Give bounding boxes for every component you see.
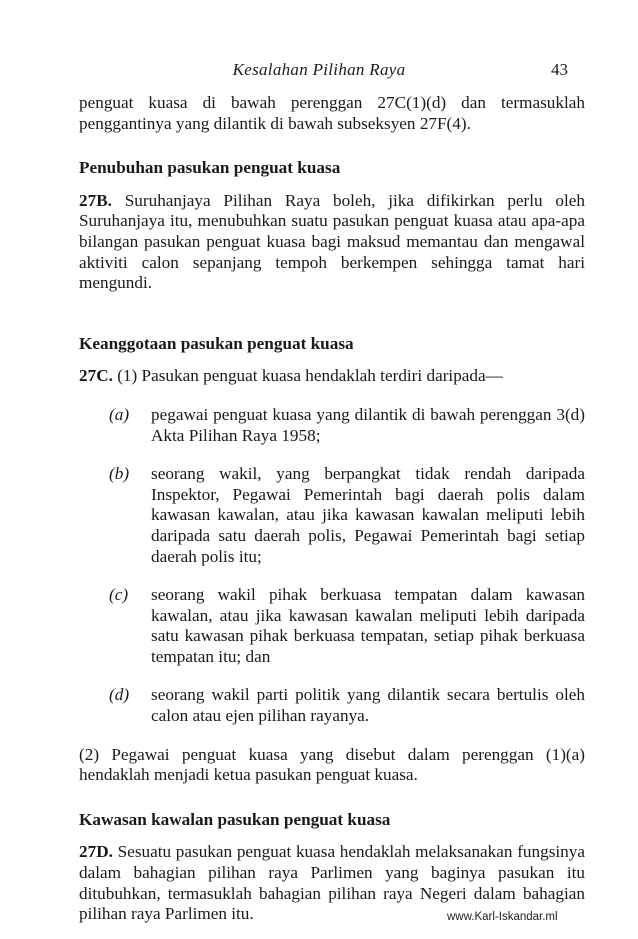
subsection-2: (2) Pegawai penguat kuasa yang disebut dalam perenggan (1)(a) hendaklah menjadi ketua pasukan penguat kuasa.	[79, 744, 585, 785]
list-item	[109, 405, 585, 446]
section-text: Suruhanjaya Pilihan Raya boleh, jika difikirkan perlu oleh Suruhanjaya itu, menubuhkan suatu pasukan penguat kuasa atau apa-apa bilangan pasukan penguat kuasa bagi maksud memantau dan mengawal aktiviti calon sepanjang tempoh berkempen sehingga tamat hari mengundi.	[79, 190, 586, 293]
page-number: 43	[551, 60, 568, 79]
section-title: Keanggotaan pasukan penguat kuasa	[79, 333, 354, 353]
intro-paragraph: penguat kuasa di bawah perenggan 27C(1)(d) dan termasuklah penggantinya yang dilantik di bawah subseksyen 27F(4).	[79, 93, 585, 133]
item-text: seorang wakil pihak berkuasa tempatan dalam kawasan kawalan, atau jika kawasan kawalan meliputi lebih daripada satu kawasan pihak berkuasa tempatan, setiap pihak berkuasa tempatan itu; dan	[151, 585, 585, 666]
footer-watermark: www.Karl-Iskandar.ml	[447, 911, 558, 923]
list-item	[109, 464, 585, 567]
list-item	[109, 685, 585, 726]
section-27b	[79, 158, 585, 294]
list-item	[109, 585, 585, 667]
page-header	[0, 60, 638, 82]
item-label: (b)	[109, 464, 130, 484]
item-list	[109, 405, 585, 727]
section-number: 27B.	[79, 190, 112, 210]
section-27c	[79, 334, 585, 786]
section-paragraph	[79, 191, 585, 294]
item-text: seorang wakil parti politik yang dilantik secara bertulis oleh calon atau ejen pilihan rayanya.	[151, 685, 585, 726]
item-text: seorang wakil, yang berpangkat tidak rendah daripada Inspektor, Pegawai Pemerintah bagi daerah polis dalam kawasan kawalan, atau jika kawasan kawalan meliputi lebih daripada satu daerah polis, Pegawai Pemerintah bagi setiap daerah polis itu;	[151, 464, 585, 566]
item-label: (d)	[109, 685, 130, 705]
running-title: Kesalahan Pilihan Raya	[232, 60, 406, 79]
section-paragraph	[79, 366, 585, 387]
item-label: (c)	[109, 585, 129, 605]
section-number: 27D.	[79, 842, 113, 862]
section-title: Kawasan kawalan pasukan penguat kuasa	[79, 809, 391, 829]
item-label: (a)	[109, 404, 130, 424]
section-27d	[79, 810, 585, 925]
section-number: 27C.	[79, 366, 113, 386]
item-text: pegawai penguat kuasa yang dilantik di bawah perenggan 3(d) Akta Pilihan Raya 1958;	[151, 404, 585, 445]
document-body	[79, 93, 585, 925]
section-text: (1) Pasukan penguat kuasa hendaklah terdiri daripada—	[117, 366, 503, 386]
section-title: Penubuhan pasukan penguat kuasa	[79, 158, 341, 178]
section-text: Sesuatu pasukan penguat kuasa hendaklah melaksanakan fungsinya dalam bahagian pilihan raya Parlimen yang baginya pasukan itu ditubuhkan, termasuklah bahagian pilihan raya Negeri dalam bahagian pilihan raya Parlimen itu.	[79, 842, 585, 924]
